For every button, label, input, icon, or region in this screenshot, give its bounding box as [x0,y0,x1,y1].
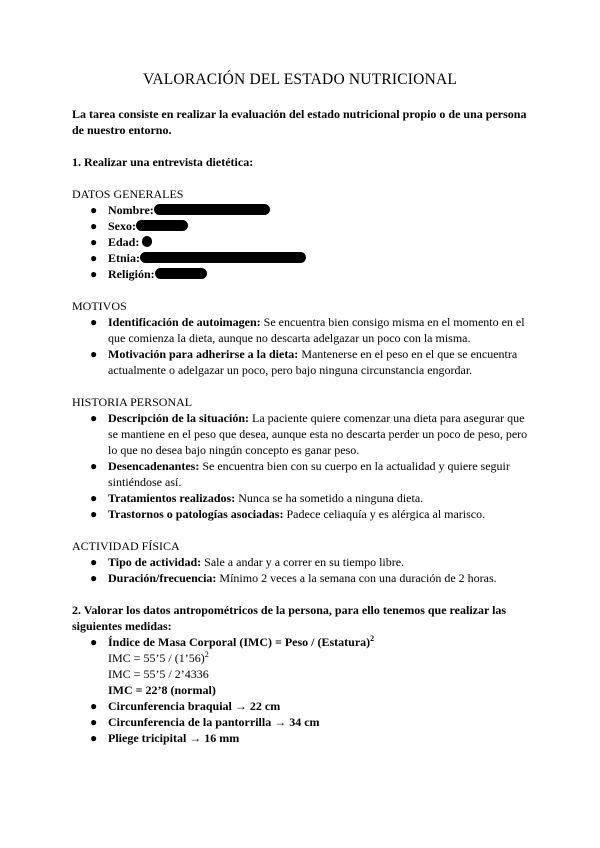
bullet-icon: ● [90,635,98,649]
motivos-list [72,314,532,378]
list-item: ● Circunferencia braquial → 22 cm [90,699,281,713]
list-item: ● Edad: [72,234,532,250]
bullet-icon: ● [90,251,98,265]
medidas-list [72,634,532,746]
bullet-icon: ● [90,235,98,249]
redaction-mark [154,204,270,215]
bullet-icon: ● [90,315,98,329]
bullet-icon: ● [90,715,98,729]
list-item: ● Pliege tricipital → 16 mm [90,731,240,745]
redaction-mark [136,220,188,231]
actividad-fisica-list [72,554,532,586]
list-item: ● Sexo: [72,218,532,234]
list-item: ● Religión: [72,266,532,282]
list-item: ● Duración/frecuencia: Mínimo 2 veces a la semana con una duración de 2 horas. [90,571,497,585]
bullet-icon: ● [90,555,98,569]
bullet-icon: ● [90,699,98,713]
intro-paragraph: La tarea consiste en realizar la evaluación del estado nutricional propio o de una persona de nuestro entorno. [72,107,527,137]
list-item: ● Etnia: [72,250,532,266]
list-item: ● Índice de Masa Corporal (IMC) = Peso / (Estatura)$^2$ IMC = 55’5 / (1’56)$^2$ IMC = 55’5 / 2’4336 IMC = 22’8 (normal) [90,634,375,697]
bullet-icon: ● [90,219,98,233]
bullet-icon: ● [90,203,98,217]
datos-generales-heading: DATOS GENERALES [72,187,184,201]
bullet-icon: ● [90,347,98,361]
document-title: VALORACIÓN DEL ESTADO NUTRICIONAL [142,71,458,88]
step-1-heading: 1. Realizar una entrevista dietética: [72,155,254,169]
bullet-icon: ● [90,491,98,505]
bullet-icon: ● [90,571,98,585]
bullet-icon: ● [90,411,98,425]
historia-personal-heading: HISTORIA PERSONAL [72,395,193,409]
list-item: ● Circunferencia de la pantorrilla → 34 cm [90,715,320,729]
step-2-heading: 2. Valorar los datos antropométricos de la persona, para ello tenemos que realizar las siguientes medidas: [72,603,507,633]
historia-personal-list [72,410,532,522]
document-body [72,106,532,746]
list-item: ● Tratamientos realizados: Nunca se ha sometido a ninguna dieta. [90,491,424,505]
bullet-icon: ● [90,507,98,521]
list-item: ● Identificación de autoimagen: Se encuentra bien consigo misma en el momento en el que comienza la dieta, aunque no descarta adelgazar un poco con la misma. [90,315,525,345]
list-item: ● Tipo de actividad: Sale a andar y a correr en su tiempo libre. [90,555,405,569]
datos-generales-list [72,202,532,282]
bullet-icon: ● [90,731,98,745]
bullet-icon: ● [90,267,98,281]
redaction-mark [140,252,306,263]
list-item: ● Descripción de la situación: La paciente quiere comenzar una dieta para asegurar que se mantiene en el peso que desea, aunque esta no descarta perder un poco de peso, pero lo que no desea bajo ningún concepto es ganar peso. [90,411,528,457]
bullet-icon: ● [90,459,98,473]
list-item: ● Trastornos o patologías asociadas: Padece celiaquía y es alérgica al marisco. [90,507,486,521]
list-item: ● Nombre: [72,202,532,218]
actividad-fisica-heading: ACTIVIDAD FÍSICA [72,539,180,553]
motivos-heading: MOTIVOS [72,299,127,313]
redaction-mark [155,268,207,279]
redaction-mark [142,236,152,247]
list-item: ● Motivación para adherirse a la dieta: Mantenerse en el peso en el que se encuentra actualmente o adelgazar un poco, pero bajo ninguna circunstancia engordar. [90,347,518,377]
list-item: ● Desencadenantes: Se encuentra bien con su cuerpo en la actualidad y quiere seguir sintiéndose así. [90,459,510,489]
